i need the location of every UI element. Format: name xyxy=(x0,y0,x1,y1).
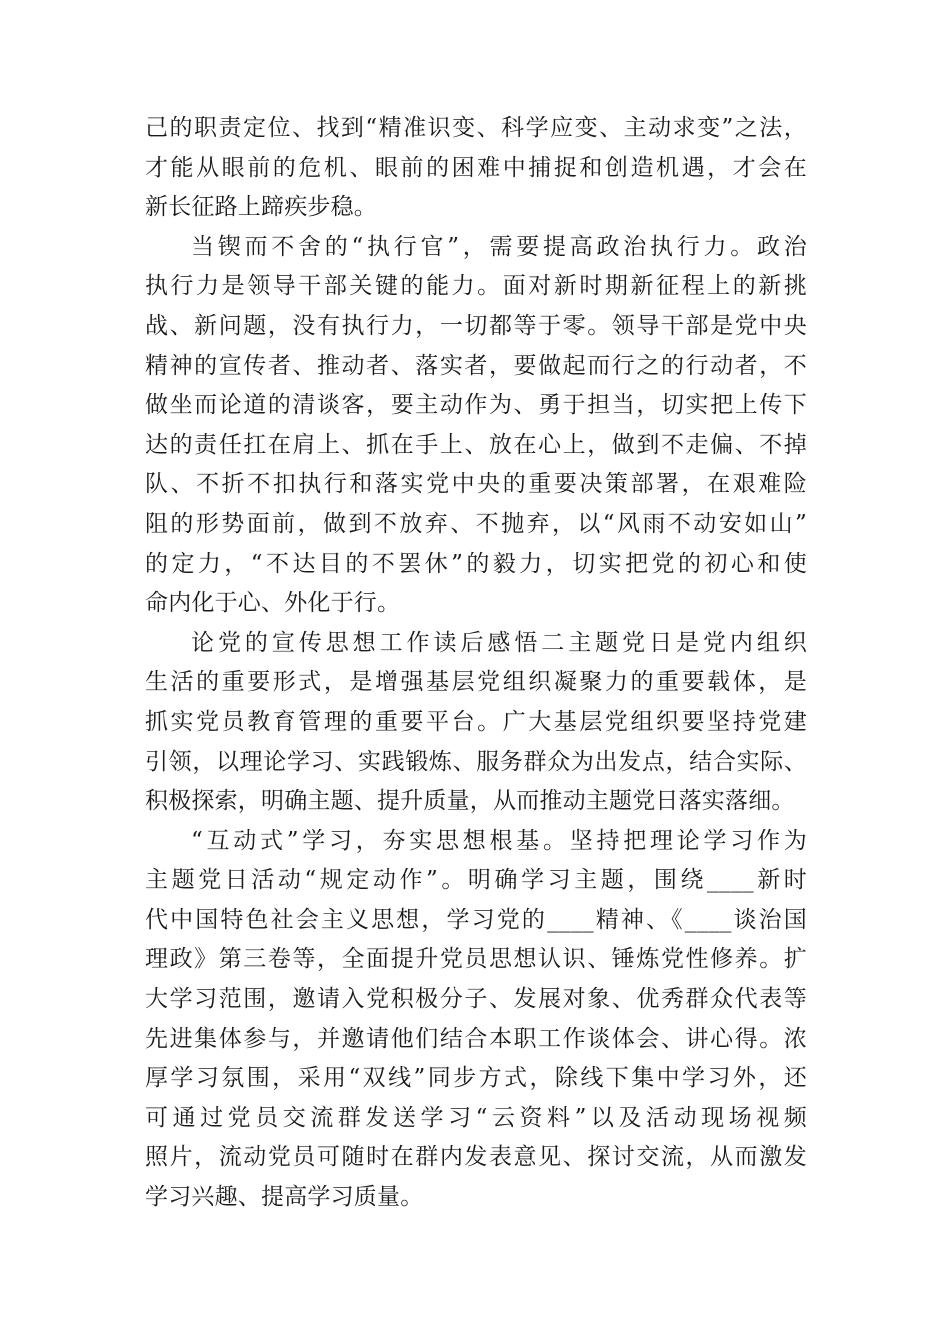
paragraph-line: 队、不折不扣执行和落实党中央的重要决策部署，在艰难险 xyxy=(145,471,807,498)
paragraph-line: 抓实党员教育管理的重要平台。广大基层党组织要坚持党建 xyxy=(145,708,807,735)
paragraph-line: 精神的宣传者、推动者、落实者，要做起而行之的行动者，不 xyxy=(145,352,807,379)
paragraph-line: 己的职责定位、找到“精准识变、科学应变、主动求变”之法， xyxy=(145,115,807,141)
paragraph-line: 积极探索，明确主题、提升质量，从而推动主题党日落实落细。 xyxy=(145,788,795,815)
paragraph-line: 才能从眼前的危机、眼前的困难中捕捉和创造机遇，才会在 xyxy=(145,154,807,181)
paragraph-1 xyxy=(145,109,807,228)
paragraph-line: 战、新问题，没有执行力，一切都等于零。领导干部是党中央 xyxy=(145,312,807,339)
paragraph-line: 照片，流动党员可随时在群内发表意见、探讨交流，从而激发 xyxy=(145,1144,807,1171)
paragraph-line: 厚学习氛围，采用“双线”同步方式，除线下集中学习外，还 xyxy=(145,1065,807,1092)
paragraph-2 xyxy=(145,228,807,624)
paragraph-line: 达的责任扛在肩上、抓在手上、放在心上，做到不走偏、不掉 xyxy=(145,431,807,458)
paragraph-line: “互动式”学习，夯实思想根基。坚持把理论学习作为 xyxy=(191,827,807,854)
document-body xyxy=(145,109,807,1218)
paragraph-line: 可通过党员交流群发送学习“云资料”以及活动现场视频 xyxy=(145,1104,807,1131)
paragraph-line: 代中国特色社会主义思想，学习党的____精神、《____谈治国 xyxy=(145,906,807,933)
paragraph-line: 先进集体参与，并邀请他们结合本职工作谈体会、讲心得。浓 xyxy=(145,1025,807,1052)
paragraph-line: 新长征路上蹄疾步稳。 xyxy=(145,194,377,221)
paragraph-line: 论党的宣传思想工作读后感悟二主题党日是党内组织 xyxy=(191,629,807,656)
paragraph-line: 引领，以理论学习、实践锻炼、服务群众为出发点，结合实际、 xyxy=(145,748,807,775)
paragraph-3 xyxy=(145,624,807,822)
paragraph-line: 当锲而不舍的“执行官”，需要提高政治执行力。政治 xyxy=(191,233,807,260)
paragraph-line: 阻的形势面前，做到不放弃、不抛弃，以“风雨不动安如山” xyxy=(145,510,807,537)
paragraph-line: 理政》第三卷等，全面提升党员思想认识、锤炼党性修养。扩 xyxy=(145,946,807,973)
paragraph-line: 生活的重要形式，是增强基层党组织凝聚力的重要载体，是 xyxy=(145,669,807,696)
paragraph-4 xyxy=(145,822,807,1218)
paragraph-line: 主题党日活动“规定动作”。明确学习主题，围绕____新时 xyxy=(145,867,807,894)
paragraph-line: 大学习范围，邀请入党积极分子、发展对象、优秀群众代表等 xyxy=(145,986,807,1013)
paragraph-line: 命内化于心、外化于行。 xyxy=(145,590,401,617)
paragraph-line: 执行力是领导干部关键的能力。面对新时期新征程上的新挑 xyxy=(145,273,807,300)
paragraph-line: 做坐而论道的清谈客，要主动作为、勇于担当，切实把上传下 xyxy=(145,392,807,419)
paragraph-line: 学习兴趣、提高学习质量。 xyxy=(145,1184,424,1211)
paragraph-line: 的定力，“不达目的不罢休”的毅力，切实把党的初心和使 xyxy=(145,550,807,577)
